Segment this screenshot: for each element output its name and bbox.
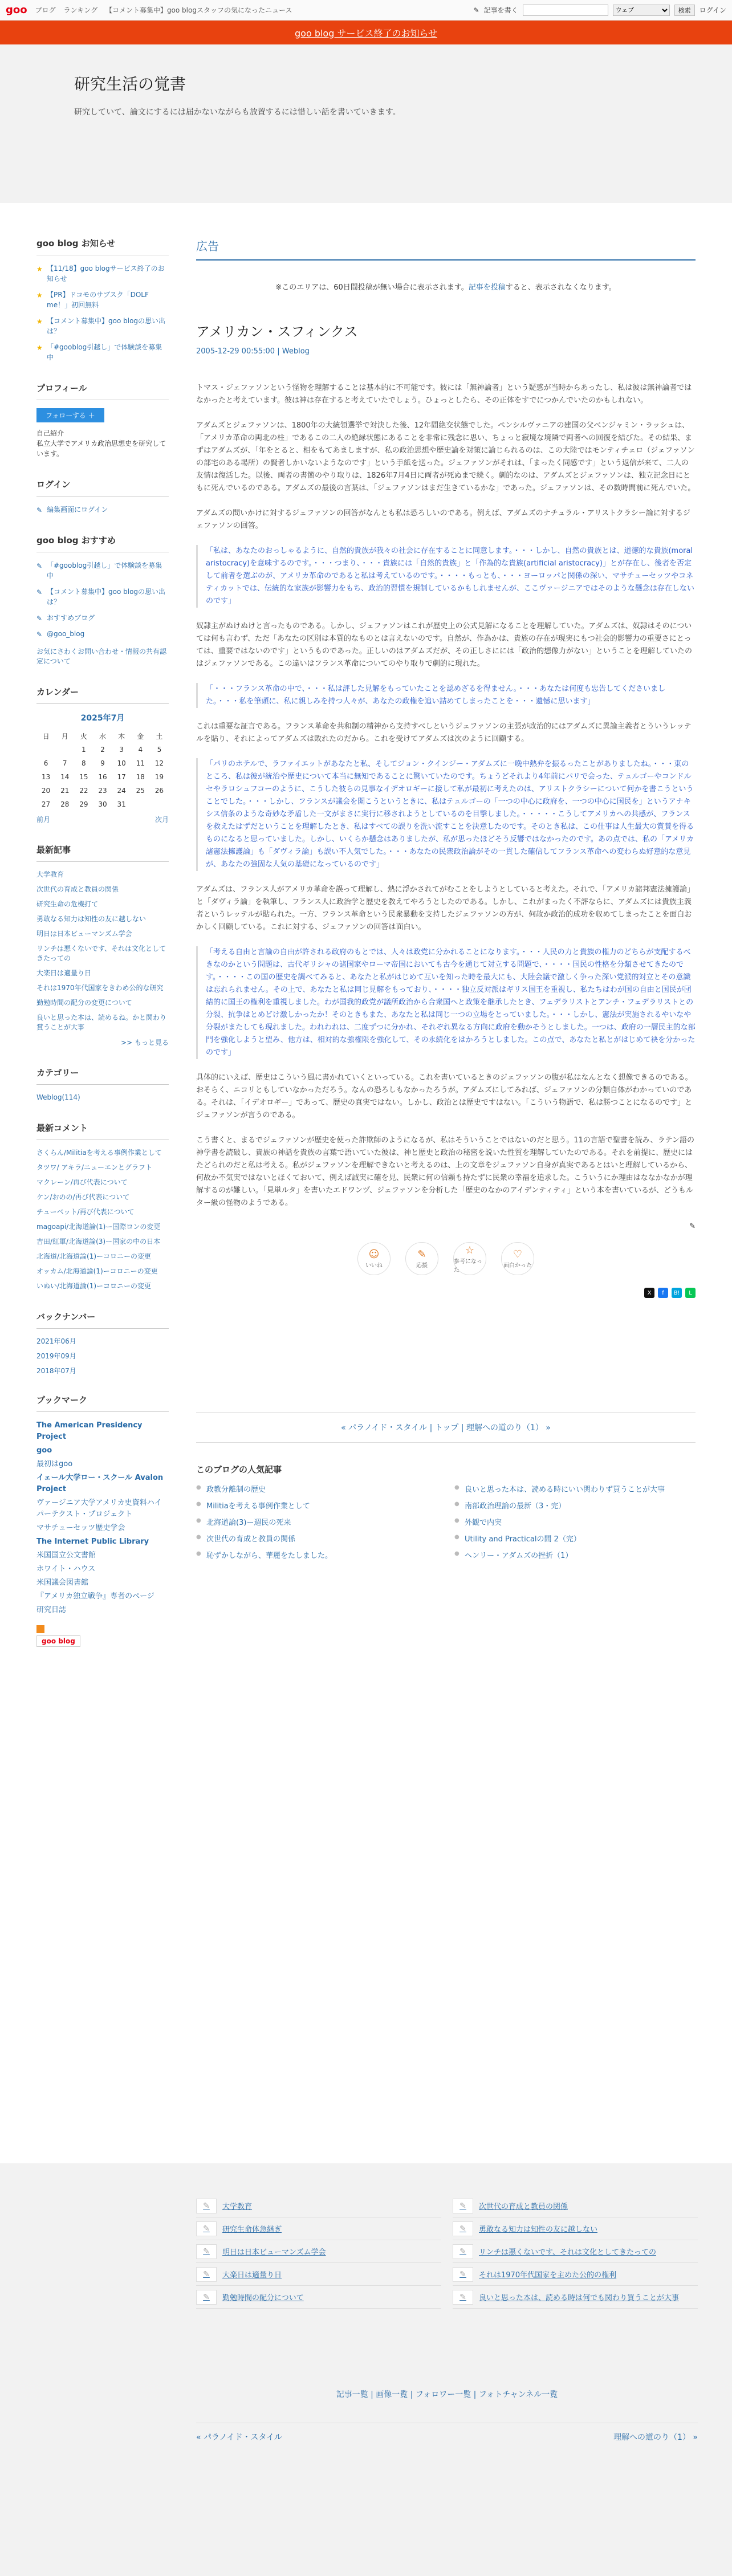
edit-login-link[interactable] — [36, 504, 169, 515]
news-item-label: 「#gooblog引越し」で体験談を募集中 — [47, 343, 162, 361]
calendar-week — [36, 784, 169, 797]
news-list — [36, 263, 169, 363]
recent-block — [36, 844, 169, 1047]
bookmark-link[interactable]: goo — [36, 1446, 52, 1455]
post-quote: 「・・・フランス革命の中で、・・・私は評した見解をもっていたことを認めざるを得ません。・・・あなたは何度も忠告してくださいました。・・・私を筆頭に、私に親しみを持つ人々が、あなたの政権を追い詰めてしまったことを・・・遺憾に思います」 — [196, 683, 696, 708]
calendar-day[interactable]: 10 — [117, 759, 126, 767]
popular-posts — [196, 1463, 696, 1560]
comment-link[interactable]: ケン/おのの/再び代表について — [36, 1193, 130, 1201]
osusume-item-label: @goo_blog — [47, 630, 85, 638]
bookmark-link[interactable]: 『アメリカ独立戦争』専者のページ — [36, 1592, 154, 1601]
bottom-pager — [196, 2423, 698, 2443]
category-block — [36, 1067, 169, 1102]
post-paragraph: 奴隷主がぬけぬけと言ったものである。しかし、ジェファソンはこれが歴史上の公式見解になることを理解していた。アダムズは、奴隷はそのについては何も言わず、ただ「あなたの区別は本質的なものとは言えないのです。自然が、作為かは、貴族の存在が現実にもつ社会的影響力の重要さにとっては、重要ではないのです」というものであった。正しいのはアダムズだが、その正しさにには「政治的想像力がない」ということを理解していたのはジェファソンである。この違いはフランス革命についてのやり取りで劇的に現れた。 — [196, 622, 692, 668]
bookmark-link[interactable]: イェール大学ロー・スクール Avalon Project — [36, 1474, 164, 1493]
calendar-day[interactable]: 19 — [154, 773, 164, 781]
osusume-item-label: 「#gooblog引越し」で体験談を募集中 — [47, 561, 162, 580]
comment-link[interactable]: マクレーン/再び代表について — [36, 1178, 128, 1186]
intro-text: 私立大学でアメリカ政治思想史を研究しています。 — [36, 439, 166, 458]
bookmark-link[interactable]: ホワイト・ハウス — [36, 1565, 96, 1573]
post-paragraph: これは重要な証言である。フランス革命を共和制の精神から支持すべしというジェファソンの主張が政治的にはアダムズに異論主義者とういうレッテルを貼り、それによってアダムズは敗れたのだから。これを受けてアダムズは次のように回顧する。 — [196, 722, 692, 743]
bottom-post-link[interactable] — [196, 2263, 441, 2286]
calendar-day[interactable]: 5 — [157, 746, 162, 754]
bottom-post-link[interactable] — [453, 2240, 698, 2263]
edit-login-label: 編集画面にログイン — [47, 506, 108, 514]
popular-post-link[interactable]: ● ヘンリー・アダムズの挫折（1） — [454, 1549, 696, 1560]
calendar-day[interactable]: 15 — [79, 773, 88, 781]
pencil-icon: ✎ — [473, 6, 479, 14]
bookmark-link[interactable]: ヴァージニア大学アメリカ史資料ハイパーテクスト・プロジェクト — [36, 1499, 162, 1519]
post-paragraph: アダムズは、フランス人がアメリカ革命を誤って理解し、熱に浮かされてがむことをしようとしていると考えた。それで、「アメリカ諸邦憲法擁護論」と「ダヴィラ論」を執筆し、フランス人に政治学と歴史を教えてやろうとしたのである。しかし、これがまったく不評ならに、アダムズには貴族主義者というレッテルが貼られた。一方、フランス革命という民衆暴動を支持したジェファソンの方が、何故か政治的成功を収めてしまったことを面白おかしく回顧している。これに対する、ジェファソンの回答は面白い。 — [196, 885, 695, 931]
thumbnail-icon: ✎ — [453, 2244, 473, 2259]
calendar-weekday: 水 — [99, 732, 106, 740]
calendar-weekday: 火 — [80, 732, 87, 740]
recent-heading: 最新記事 — [36, 844, 169, 862]
popular-post-link[interactable]: ● 次世代の育成と教員の関係 — [196, 1533, 437, 1544]
post-title[interactable]: アメリカン・スフィンクス — [196, 324, 358, 340]
comments-block — [36, 1122, 169, 1291]
post-paragraph: アダムズの問いかけに対するジェファソンの回答がなんとも私は恐ろしいのである。例えば、アダムズのナチュラル・アリストクラシー論に対するジェファソンの回答。 — [196, 509, 690, 530]
calendar-week — [36, 770, 169, 784]
calendar-day[interactable]: 2 — [100, 746, 105, 754]
calendar-block — [36, 686, 169, 824]
calendar-day — [36, 743, 55, 756]
thumbnail-icon: ✎ — [453, 2221, 473, 2236]
top-right — [474, 5, 726, 16]
calendar-body — [36, 743, 169, 811]
bottom-post-link[interactable] — [196, 2286, 441, 2309]
calendar-day[interactable]: 12 — [154, 759, 164, 767]
reaction-icon: ♡ — [513, 1248, 523, 1260]
reaction-label: 参考になった — [454, 1258, 482, 1273]
recent-post-link[interactable]: 大学教育 — [36, 870, 64, 878]
calendar-weekday: 日 — [42, 732, 50, 740]
bottom-post-label: 大楽日は適量り日 — [222, 2271, 282, 2280]
bookmark-link[interactable]: マサチューセッツ歴史学会 — [36, 1524, 125, 1532]
calendar-day[interactable]: 8 — [82, 759, 86, 767]
calendar-day[interactable]: 16 — [98, 773, 107, 781]
news-item-label: 【PR】ドコモのサブスク「DOLF me！」初回無料 — [47, 291, 149, 309]
edit-area — [196, 1222, 696, 1231]
service-notice-banner[interactable]: goo blog サービス終了のお知らせ — [0, 21, 732, 44]
calendar-week — [36, 743, 169, 756]
news-item[interactable] — [36, 290, 169, 310]
recent-post-link[interactable]: 勤勉時間の配分の変更について — [36, 999, 132, 1007]
calendar-day[interactable]: 9 — [100, 759, 105, 767]
calendar-day[interactable]: 18 — [136, 773, 145, 781]
star-icon: ★ — [36, 265, 43, 273]
pager-prev-link[interactable]: « パラノイド・スタイル — [341, 1423, 428, 1433]
calendar-heading: カレンダー — [36, 686, 169, 704]
star-icon: ★ — [36, 318, 43, 325]
thumbnail-icon: ✎ — [196, 2290, 217, 2305]
calendar-weekday: 土 — [156, 732, 163, 740]
reaction-label: 面白かった — [503, 1263, 532, 1269]
popular-post-link[interactable]: ● Utility and Practicalの間 2（完） — [454, 1533, 696, 1544]
reaction-icon: ☆ — [465, 1244, 475, 1256]
ad-note-a: ※このエリアは、60日間投稿が無い場合に表示されます。 — [275, 283, 469, 292]
category-weblog[interactable]: Weblog(114) — [36, 1093, 80, 1101]
share-line-icon[interactable]: L — [685, 1288, 696, 1298]
bottom-post-link[interactable] — [453, 2286, 698, 2309]
calendar-day[interactable]: 23 — [98, 787, 107, 795]
calendar-week — [36, 797, 169, 811]
nav-ranking[interactable]: ランキング — [63, 6, 98, 14]
pager-next-link[interactable]: 理解への道のり（1） » — [466, 1423, 551, 1433]
comment-link[interactable]: タツワ/ アキラ/ニューエンとグラフト — [36, 1163, 153, 1171]
bookmark-heading: ブックマーク — [36, 1394, 169, 1412]
star-icon: ★ — [36, 344, 43, 352]
calendar-day[interactable]: 21 — [60, 787, 70, 795]
osusume-block — [36, 534, 169, 666]
reaction-icon: ✎ — [417, 1248, 426, 1260]
news-item-label: 【11/18】goo blogサービス終了のお知らせ — [47, 264, 165, 283]
reaction-icon: ☺ — [368, 1248, 380, 1260]
link-icon: ✎ — [36, 615, 43, 622]
comment-link[interactable]: magoapi/北海道論(1)ー国際ロンの変更 — [36, 1223, 161, 1231]
comment-link[interactable]: チューベット/再び代表について — [36, 1208, 135, 1216]
news-item[interactable] — [36, 316, 169, 336]
popular-post-link[interactable]: ● 良いと思った本は、読める時にいい関わりず買うことが大事 — [454, 1483, 696, 1494]
thumbnail-icon: ✎ — [196, 2199, 217, 2213]
bottom-area — [0, 2163, 732, 2576]
bottom-post-link[interactable] — [453, 2195, 698, 2217]
thumbnail-icon: ✎ — [453, 2267, 473, 2282]
osusume-item[interactable] — [36, 587, 169, 607]
calendar-nav — [36, 815, 169, 824]
post-link[interactable]: 記事を書く — [483, 6, 518, 14]
post-date: 2005-12-29 00:55:00 — [196, 347, 275, 356]
popular-grid — [196, 1483, 696, 1560]
profile-heading: プロフィール — [36, 382, 169, 400]
bookmark-block — [36, 1394, 169, 1647]
reaction-button[interactable] — [501, 1242, 534, 1275]
prev-month-link[interactable]: 前月 — [36, 816, 51, 824]
recent-list — [36, 870, 169, 1032]
next-month-link[interactable]: 次月 — [154, 816, 169, 824]
top-nav — [35, 5, 298, 15]
bottom-post-label: 勇敢なる知力は知性の友に越しない — [479, 2225, 598, 2234]
bottom-post-label: 勤勉時間の配分について — [222, 2294, 304, 2302]
bottom-post-label: 研究生命体急継ぎ — [222, 2225, 282, 2234]
goo-blog-badge[interactable]: goo blog — [36, 1635, 80, 1647]
comment-link[interactable]: 吉田/紅軍/北海道論(3)ー国家の中の日本 — [36, 1238, 161, 1246]
calendar-day[interactable]: 6 — [43, 759, 48, 767]
calendar-day[interactable]: 4 — [138, 746, 143, 754]
bottom-next-link[interactable]: 理解への道のり（1） » — [613, 2433, 698, 2442]
recent-post-link[interactable]: 良いと思った本は、読めるね。かと関わり賞うことが大事 — [36, 1014, 167, 1031]
plus-icon: ＋ — [88, 412, 95, 420]
ad-note — [196, 281, 696, 292]
post-category[interactable]: Weblog — [282, 347, 310, 356]
backnumber-link[interactable]: 2019年09月 — [36, 1352, 76, 1360]
osusume-heading: goo blog おすすめ — [36, 534, 169, 552]
recent-post-link[interactable]: 明日は日本ビューマンズム学会 — [36, 930, 132, 938]
comment-link[interactable]: さくらん/Militiaを考える事例作業として — [36, 1149, 162, 1157]
intro-label: 自己紹介 — [36, 429, 64, 437]
post-pager: « パラノイド・スタイル | トップ | 理解への道のり（1） » — [196, 1412, 696, 1443]
top-bar — [0, 0, 732, 21]
pager-top-link[interactable]: トップ — [434, 1423, 459, 1433]
reaction-label: 応援 — [416, 1263, 428, 1269]
reaction-button[interactable] — [453, 1242, 486, 1275]
calendar-day[interactable]: 7 — [62, 759, 67, 767]
post-meta: 2005-12-29 00:55:00 | Weblog — [196, 347, 310, 356]
reaction-button[interactable] — [357, 1242, 391, 1275]
popular-post-link[interactable]: ● 南部政治理論の最新（3・完） — [454, 1500, 696, 1511]
calendar-month: 2025年7月 — [80, 714, 125, 723]
calendar-day[interactable]: 26 — [154, 787, 164, 795]
footer-links[interactable]: 記事一覧 | 画像一覧 | フォロワー一覧 | フォトチャンネル一覧 — [336, 2390, 558, 2399]
calendar-day[interactable]: 25 — [136, 787, 145, 795]
reaction-button[interactable] — [405, 1242, 438, 1275]
comment-link[interactable]: オッカム/北海道論(1)ーコロニーの変更 — [36, 1267, 158, 1275]
bottom-post-link[interactable] — [453, 2263, 698, 2286]
bottom-post-label: それは1970年代国家を主めた公的の権利 — [479, 2271, 617, 2280]
goo-logo[interactable]: goo — [6, 4, 27, 16]
pencil-icon: ✎ — [36, 506, 43, 514]
ad-note-post-link[interactable]: 記事を投稿 — [468, 283, 506, 292]
bottom-post-label: リンチは悪くないです、それは文化としてきたっての — [479, 2248, 656, 2257]
calendar-day[interactable]: 27 — [41, 800, 51, 808]
main-column — [196, 237, 696, 1560]
popular-post-link[interactable]: ● 外観で内実 — [454, 1516, 696, 1527]
bottom-post-label: 明日は日本ビューマンズム学会 — [222, 2248, 326, 2257]
calendar-day[interactable]: 17 — [117, 773, 126, 781]
calendar-day[interactable]: 22 — [79, 787, 88, 795]
bookmark-link[interactable]: 米国国立公文書館 — [36, 1551, 96, 1560]
login-block — [36, 478, 169, 515]
news-heading: goo blog お知らせ — [36, 237, 169, 255]
recent-post-link[interactable]: 研究生命の危機打て — [36, 900, 99, 908]
popular-heading: このブログの人気記事 — [196, 1464, 282, 1475]
osusume-item-label: おすすめブログ — [47, 614, 95, 622]
popular-post-link[interactable]: ● Militiaを考える事例作業として — [196, 1500, 437, 1511]
share-x-icon[interactable]: X — [644, 1288, 654, 1298]
post-paragraph: 具体的にいえば、歴史はこういう風に書かれていくといっている。これを書いているときのジェファソンの腹が私はなんとなく想像できるのである。おそらく、ニコリともしていなかっただろう。なんの恐ろしもなかったろうが。アダムズにしてみれば、ジェファソンの分類自体がわかっていのである。それは、「イデオロギー」であって、歴史の真実ではない。しかし、政治とは歴史ですはない。「こういう物語で、私は勝つことになるのです」とジェファソンが言うのである。 — [196, 1073, 693, 1120]
blog-description: 研究していて、論文にするには届かないながらも放置するには惜しい話を書いていきます。 — [74, 108, 401, 117]
thumbnail-icon: ✎ — [453, 2199, 473, 2213]
search-input[interactable] — [523, 5, 608, 16]
nav-blog[interactable]: ブログ — [35, 6, 56, 14]
bookmark-link[interactable]: 米国議会図書館 — [36, 1578, 89, 1587]
calendar-day[interactable]: 30 — [98, 800, 107, 808]
bottom-post-link[interactable] — [196, 2217, 441, 2240]
ad-note-b: すると、表示されなくなります。 — [505, 283, 616, 292]
bottom-prev-link[interactable]: « パラノイド・スタイル — [196, 2433, 283, 2442]
rss-area — [36, 1625, 169, 1647]
calendar-day[interactable]: 3 — [119, 746, 124, 754]
search-scope-select[interactable] — [613, 5, 670, 16]
bottom-post-label: 良いと思った本は、読める時は何でも関わり買うことが大事 — [479, 2294, 680, 2302]
bottom-post-label: 次世代の育成と教員の関係 — [479, 2203, 568, 2211]
osusume-item[interactable] — [36, 560, 169, 581]
calendar-day[interactable]: 31 — [117, 800, 126, 808]
calendar-day — [150, 797, 169, 811]
blog-header — [0, 44, 732, 203]
news-block — [36, 237, 169, 363]
news-item-label: 【コメント募集中】goo blogの思い出は？ — [47, 317, 166, 335]
calendar-week — [36, 756, 169, 770]
share-fb-icon[interactable]: f — [658, 1288, 668, 1298]
comment-link[interactable]: いぬい/北海道論(1)ーコロニーの変更 — [36, 1282, 152, 1290]
link-icon: ✎ — [36, 588, 43, 596]
calendar-table — [36, 729, 169, 811]
backnumber-heading: バックナンバー — [36, 1311, 169, 1329]
recent-post-link[interactable]: 次世代の育成と教員の関係 — [36, 885, 119, 893]
recent-post-link[interactable]: 勇敢なる知力は知性の友に越しない — [36, 915, 147, 923]
calendar-day[interactable]: 1 — [82, 746, 86, 754]
nav-news[interactable]: 【コメント募集中】goo blogスタッフの気になったニュース — [105, 6, 292, 14]
thumbnail-icon: ✎ — [196, 2267, 217, 2282]
backnumber-block — [36, 1311, 169, 1374]
ad-label: 広告 — [196, 237, 696, 261]
share-hb-icon[interactable]: B! — [672, 1288, 682, 1298]
osusume-item-label: 【コメント募集中】goo blogの思い出は？ — [47, 588, 166, 606]
comments-heading: 最新コメント — [36, 1122, 169, 1140]
pencil-icon[interactable]: ✎ — [689, 1222, 696, 1231]
post-quote: 「考える自由と言論の自由が許される政府のもとでは、人々は政党に分かれることになります。・・・人民の力と貴族の権力のどちらが支配するべきなのかという問題は、古代ギリシャの諸国家やローマ帝国においても古今を通じて対立する問題で、・・・・国民の性格を分類させてきたのです。・・・・この国の歴史を調べてみると、あなたと私がはじめて互いを知った時を最大にも、大陸会議で激しく争った深い党派的対立とその意識は忘れられません。その上で、あなたと私は同じ見解をもっており、・・・・独立反対派はギリス国王を重視し、私たちはわが国の自由と国民が団結的に国王の権利を重視しました。わが国我的政党が議所政治から合衆国へと政策を継承したとき、フェデラリストとアンチ・フェデラリストとの分裂、抗争はとめどけ激しかったか！そのときもまた、あなたと私は同じ一つの立場をとっていました。・・・しかし、憲法が実施されるやいなや分裂がまたしても現れました。われわれは、二度ずつに分かれ、それぞれ異なる方向に政府を動かそうとしました。一つは、政府の一層民主的な部門を強化しようと望み、他方は、相対的な強権限を強化して、その永続化をはかろうとしました。この点で、あなたと私とがはじめて袂を分かったのです」 — [196, 946, 696, 1059]
reaction-label: いいね — [365, 1263, 383, 1269]
bottom-recent-grid — [196, 2195, 698, 2309]
calendar-day — [55, 743, 74, 756]
bottom-post-label: 大学教育 — [222, 2203, 253, 2211]
recent-post-link[interactable]: それは1970年代国家をきわめ公的な研究 — [36, 984, 164, 992]
calendar-day[interactable]: 29 — [79, 800, 88, 808]
star-icon: ★ — [36, 291, 43, 299]
login-link[interactable]: ログイン — [699, 6, 726, 14]
search-button[interactable]: 検索 — [674, 5, 695, 16]
share-buttons — [196, 1288, 696, 1298]
backnumber-link[interactable]: 2018年07月 — [36, 1367, 76, 1374]
calendar-weekday: 木 — [118, 732, 125, 740]
bookmark-link[interactable]: 研究日誌 — [36, 1606, 67, 1614]
calendar-day[interactable]: 11 — [136, 759, 145, 767]
bookmark-list — [36, 1420, 169, 1616]
follow-label: フォローする — [46, 412, 86, 420]
calendar-day[interactable]: 14 — [60, 773, 70, 781]
osusume-item[interactable] — [36, 629, 169, 639]
bookmark-link[interactable]: The American Presidency Project — [36, 1421, 143, 1441]
thumbnail-icon: ✎ — [196, 2221, 217, 2236]
thumbnail-icon: ✎ — [453, 2290, 473, 2305]
recent-post-link[interactable]: 大楽日は適量り日 — [36, 969, 92, 977]
recent-post-link[interactable]: リンチは悪くないです、それは文化としてきたっての — [36, 945, 166, 962]
osusume-item[interactable] — [36, 613, 169, 623]
calendar-day — [131, 797, 150, 811]
comment-list — [36, 1148, 169, 1291]
post-paragraph: アダムズとジェファソンは、1800年の大統領選挙で対決した後、12年間絶交状態でした。ペンシルヴァニアの建国の父ベンジャミン・ラッシュは、「アメリカ革命の両北の柱」であるこの二人の絶縁状態にあることを非常に残念に思い、ちょっと寂境な境隣で両者への回復を結びた。その結果、まずはアダムズが、「年をとると、相をもてあましますが、私の政治思想や歴史論を対策に論じられるのは、この大陸ではモンティチェロ（ジェファソンの部宅のある場所）の賢者しかいないようなのです」という手紙を送った。ジェファソンがそれは、「まったく同感です」という返信が来て、二人の友情は復活した。以後、両者の書簡のやり取りは、1826年7月4日に両者が死ぬまで続く。劇的なのは、アダムズとジェファソンは、独立記念日にともに死んでいるのである。アダムズの最後の言葉は、「ジェファソンはまだ生きているかな」であった。ジェファソンは、その数時間前に死んでいた。 — [196, 421, 696, 493]
news-item[interactable] — [36, 342, 169, 363]
post-body — [196, 382, 696, 1210]
bottom-post-link[interactable] — [453, 2217, 698, 2240]
calendar-weekday: 月 — [61, 732, 68, 740]
link-icon: ✎ — [36, 630, 43, 638]
category-heading: カテゴリー — [36, 1067, 169, 1085]
comment-link[interactable]: 北海道/北海道論(1)ーコロニーの変更 — [36, 1252, 152, 1260]
popular-post-link[interactable]: ● 北海道論(3)ー週民の死来 — [196, 1516, 437, 1527]
contact-link[interactable]: お気にさわくお問い合わせ・情報の共有認定について — [36, 648, 167, 665]
osusume-list — [36, 560, 169, 639]
post-paragraph: こう書くと、まるでジェファソンが歴史を使った詐欺師のようになるが、私はそういうことではないのだと思う。11の言語で聖書を読み、ラテン語の神学書を読破し、貴族の神話を貴族の言葉で語いていた彼は、神と歴史と政治の秘密を説いた性質を理解していたのである。それを前提に、歴史にはたどられのだと私は考える。私がジェファソンを理解できないと考えるのは、上の文章をジェファソン自身が真実であるとはいと理解しているから、何故か不気実ではないとほくておいて、例えば誠実に確を見、民衆に何の信頼も持たずに民衆の幸福を追求した。こういうにか理由はななかなかが理解するのが難しい。「見単ルタ」を書いたエドワンヅ、ジェファソンを分析した「歴史のなかのアイデンティティ」という本を書いているが、どうもルター級の怪物のようである。 — [196, 1136, 695, 1207]
backnumber-link[interactable]: 2021年06月 — [36, 1337, 76, 1345]
blog-title[interactable]: 研究生活の覚書 — [74, 75, 186, 93]
bottom-post-link[interactable] — [196, 2195, 441, 2217]
calendar-day[interactable]: 13 — [41, 773, 51, 781]
popular-post-link[interactable]: ● 恥ずかしながら、華麗をたしました。 — [196, 1549, 437, 1560]
profile-block — [36, 382, 169, 459]
login-heading: ログイン — [36, 478, 169, 497]
thumbnail-icon: ✎ — [196, 2244, 217, 2259]
follow-button[interactable] — [36, 408, 104, 422]
calendar-day[interactable]: 28 — [60, 800, 70, 808]
backnumber-list — [36, 1337, 169, 1374]
bookmark-link[interactable]: The Internet Public Library — [36, 1537, 149, 1546]
calendar-weekdays — [36, 729, 169, 743]
recent-more-link[interactable]: >> もっと見る — [121, 1039, 169, 1047]
link-icon: ✎ — [36, 562, 43, 570]
popular-post-link[interactable]: ● 政教分離制の歴史 — [196, 1483, 437, 1494]
calendar-weekday: 金 — [137, 732, 144, 740]
news-item[interactable] — [36, 263, 169, 284]
post-paragraph: トマス・ジェファソンという怪物を理解することは基本的に不可能です。彼には「無神論者」という疑惑が当時からあったし、私は彼は無神論者ではなかったと考えています。彼は神は存在すると考えていたでしょう。ひょっとしたら、その正体をすでにつかんでいたのかもしれない。 — [196, 384, 692, 405]
rss-icon[interactable] — [36, 1625, 44, 1633]
reaction-buttons — [196, 1242, 696, 1275]
post-quote: 「私は、あなたのおっしゃるように、自然的貴族が我々の社会に存在することに同意します。・・・しかし、自然の貴族とは、道徳的な貴族(moral aristocracy)を意味するのです。・・・つまり、・・・貴族には「自然的貴族」と「作為的な貴族(artificial aristocracy)」とが存在し、後者を否定して前者を選ぶのが、アメリカ革命のであると私は考えているのです。・・・・もっとも、・・・ヨーロッパと関係の深い、マサチューセッツやコネティカットでは、伝統的な家族が影響力をもち、政治的習慣を規制しているかもしれませんが、ここヴァージニアではそのような懸念は存在しないのです」 — [196, 545, 696, 608]
calendar-day[interactable]: 24 — [117, 787, 126, 795]
bookmark-link[interactable]: 最初はgoo — [36, 1460, 73, 1468]
post-quote: 「パリのホテルで、ラファイエットがあなたと私、そしてジョン・クインジー・アダムズに一晩中熱弁を振るったことがありましたね。・・・東のところ、私は彼が統治や歴史について本当に無知であることに驚いていたのです。ちょうどそれより4年前にパリで会った、テュルゴーやコンドルセやラロシュフコーのように、こうした彼らの見事なイデオロギーに接して私が最初に考えたのは、アリストクラシーについて何かを書こうということでした。・・・しかし、フランスが議会を開こうというときに、私はテュルゴーの「一つの中心に政府を、一つの中心に国民を」というアナキシス信条のような奇妙な矛盾した一文がまさに実行に移されようとしているのを目撃しました。・・・・・こうしてアメリカへの共感が、フランスを救えたはずだということを理解したとき、私はすべての誤りを洗い流すことを決意したのです。そのとき私は、この仕事は人生最大の賞賛を得るものになると思っていました。しかし、いくらか懸念はありましたが、私が思ったほどそう反響ではなかったのです。あの点では、私の「アメリカ諸憲法擁護論」も「ダヴィラ論」も誤い不人気でした。・・・あなたの民衆政治論がその一貫した確信してフランス革命への変わらぬ好意的な意見が、あなたの強固な人気の基礎になっているのです」 — [196, 758, 696, 871]
bottom-post-link[interactable] — [196, 2240, 441, 2263]
sidebar — [36, 237, 169, 1666]
calendar-day[interactable]: 20 — [41, 787, 51, 795]
